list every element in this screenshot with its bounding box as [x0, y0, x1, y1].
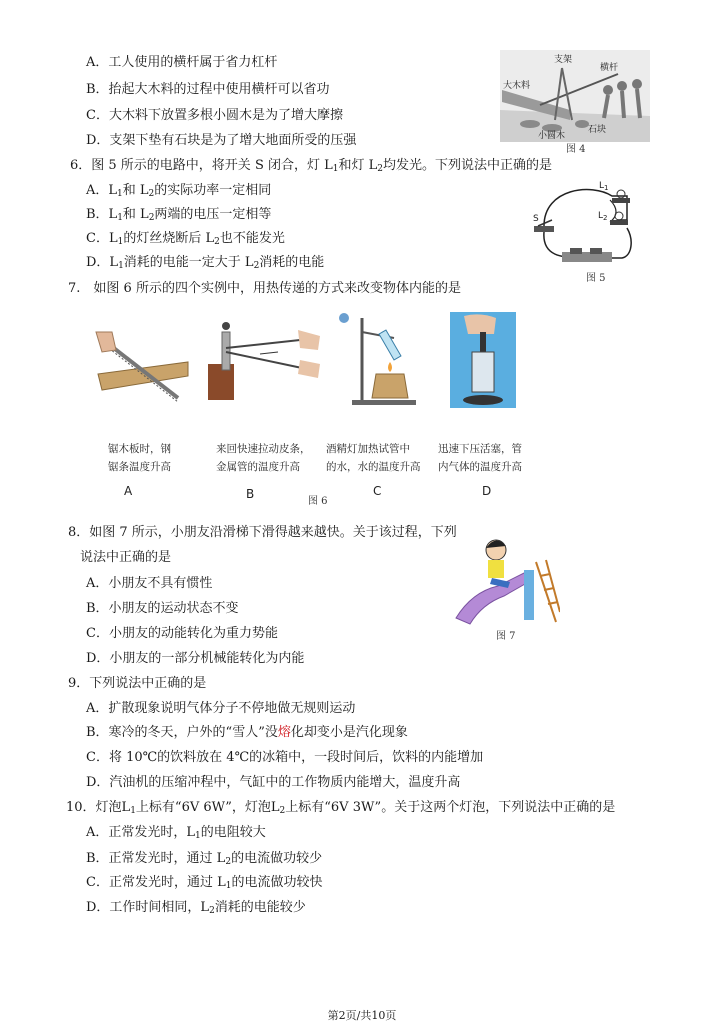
q7-label-d: D [482, 484, 492, 498]
q6-option-b: B．$L_1$和 $L_2$两端的电压一定相等 [86, 207, 272, 223]
q7-desc-a: 锯木板时，钢 锯条温度升高 [108, 443, 171, 473]
q9-option-b: B．寒冷的冬天，户外的“雪人”没熔化却变小是汽化现象 [86, 725, 408, 740]
q7-desc-d: 迅速下压活塞，管 内气体的温度升高 [438, 443, 522, 473]
q8-option-c: C．小朋友的动能转化为重力势能 [86, 626, 278, 641]
q7-label-c: C [373, 484, 382, 498]
q9-option-d: D．汽油机的压缩冲程中，气缸中的工作物质内能增大，温度升高 [86, 775, 461, 790]
q10-stem: 10．灯泡$L_1$上标有“6V 6W”，灯泡$L_2$上标有“6V 3W”。关于这两个灯泡，下列说法中正确的是 [66, 800, 616, 816]
q9-stem: 9．下列说法中正确的是 [68, 676, 207, 691]
q6-stem: 6．图 5 所示的电路中，将开关 S 闭合，灯 $L_1$和灯 $L_2$均发光。下列说法中正确的是 [70, 158, 552, 174]
fig4-label-log: 大木料 [503, 81, 531, 91]
q7-desc-b: 来回快速拉动皮条， 金属管的温度升高 [216, 443, 311, 473]
figure-5-caption: 图 5 [586, 273, 606, 284]
q10-option-a: A．正常发光时，$L_1$的电阻较大 [86, 825, 266, 841]
figure-6c-heating-test-tube [322, 310, 422, 408]
fig4-label-stone: 石块 [588, 125, 607, 135]
q10-option-c: C．正常发光时，通过 $L_1$的电流做功较快 [86, 875, 323, 891]
q8-option-b: B．小朋友的运动状态不变 [86, 601, 239, 616]
q6-option-c: C．$L_1$的灯丝烧断后 $L_2$也不能发光 [86, 231, 285, 247]
q8-stem-line1: 8．如图 7 所示，小朋友沿滑梯下滑得越来越快。关于该过程，下列 [68, 525, 457, 540]
figure-5-circuit [522, 178, 642, 270]
q6-option-d: D．$L_1$消耗的电能一定大于 $L_2$消耗的电能 [86, 255, 325, 271]
fig5-lamp1-label: $L_1$ [599, 181, 609, 192]
q10-option-d: D．工作时间相同，$L_2$消耗的电能较少 [86, 900, 306, 916]
q9-option-a: A．扩散现象说明气体分子不停地做无规则运动 [86, 701, 356, 716]
q8-stem-line2: 说法中正确的是 [80, 550, 172, 565]
q8-option-d: D．小朋友的一部分机械能转化为内能 [86, 651, 305, 666]
q7-desc-c: 酒精灯加热试管中 的水，水的温度升高 [326, 443, 421, 473]
page-footer: 第2页/共10页 [327, 1009, 397, 1022]
q5-option-d: D．支架下垫有石块是为了增大地面所受的压强 [86, 133, 357, 148]
q6-option-a: A．$L_1$和 $L_2$的实际功率一定相同 [86, 183, 272, 199]
q5-option-c: C．大木料下放置多根小圆木是为了增大摩擦 [86, 108, 343, 123]
fig4-label-bar: 横杆 [600, 63, 619, 73]
q8-option-a: A．小朋友不具有惯性 [86, 576, 213, 591]
q7-label-b: B [246, 487, 255, 501]
figure-4-caption: 图 4 [566, 144, 586, 155]
q9-option-c: C．将 10℃的饮料放在 4℃的冰箱中，一段时间后，饮料的内能增加 [86, 750, 484, 765]
figure-4-lever-illustration [500, 50, 650, 142]
figure-7-caption: 图 7 [496, 631, 516, 642]
fig5-lamp2-label: $L_2$ [598, 211, 608, 222]
q7-label-a: A [124, 484, 133, 498]
figure-6d-piston-cylinder [450, 312, 516, 408]
fig5-switch-label: S [533, 214, 539, 224]
fig4-label-small-logs: 小圆木 [538, 131, 566, 141]
q10-option-b: B．正常发光时，通过 $L_2$的电流做功较少 [86, 851, 323, 867]
q5-option-b: B．抬起大木料的过程中使用横杆可以省功 [86, 82, 330, 97]
figure-6b-metal-tube [202, 318, 322, 408]
fig4-label-support: 支架 [554, 55, 573, 65]
q5-option-a: A．工人使用的横杆属于省力杠杆 [86, 55, 278, 70]
figure-6-caption: 图 6 [308, 496, 328, 507]
figure-7-slide [452, 532, 560, 626]
figure-6a-saw [92, 328, 190, 408]
q7-stem: 7. 如图 6 所示的四个实例中，用热传递的方式来改变物体内能的是 [68, 281, 461, 296]
